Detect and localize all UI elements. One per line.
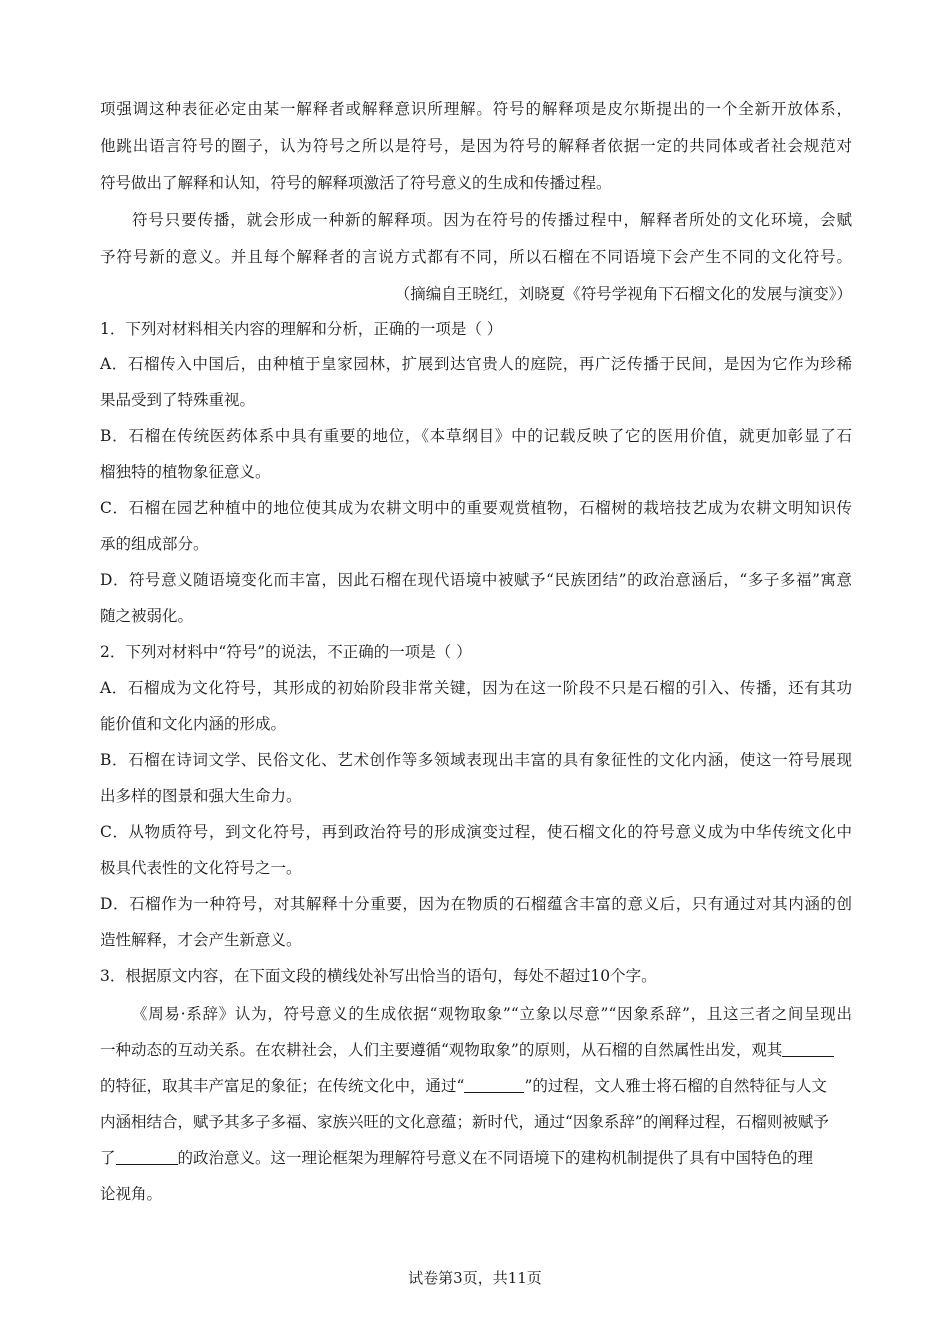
passage-line: 予符号新的意义。并且每个解释者的言说方式都有不同，所以石榴在不同语境下会产生不同的文化符号。: [100, 248, 852, 266]
q3-text-line: [100, 1075, 852, 1097]
passage-line: 他跳出语言符号的圈子，认为符号之所以是符号，是因为符号的解释者依据一定的共同体或者社会规范对: [100, 137, 852, 155]
q2-option-c-cont: 极具代表性的文化符号之一。: [100, 859, 302, 877]
q2-option-b-cont: 出多样的图景和强大生命力。: [100, 787, 302, 805]
q3-text: 了: [100, 1149, 116, 1167]
passage-source: （摘编自王晓红，刘晓夏《符号学视角下石榴文化的发展与演变》）: [394, 285, 852, 303]
q2-option-c: C．从物质符号，到文化符号，再到政治符号的形成演变过程，使石榴文化的符号意义成为中华传统文化中: [100, 823, 852, 841]
q3-text: ”的过程，文人雅士将石榴的自然特征与人文: [524, 1077, 827, 1095]
q3-text-line: 《周易·系辞》认为，符号意义的生成依据“观物取象”“立象以尽意”“因象系辞”，且这三者之间呈现出: [132, 1005, 852, 1023]
question-3-stem: 3．根据原文内容，在下面文段的横线处补写出恰当的语句，每处不超过10个字。: [100, 967, 657, 985]
q1-option-a-cont: 果品受到了特殊重视。: [100, 391, 256, 409]
answer-blank-3[interactable]: [116, 1148, 178, 1165]
question-2-stem: 2．下列对材料中“符号”的说法，不正确的一项是（ ）: [100, 643, 472, 661]
q3-text-line: 论视角。: [100, 1185, 163, 1203]
q1-option-b: B．石榴在传统医药体系中具有重要的地位，《本草纲目》中的记载反映了它的医用价值，就更加彰显了石: [100, 427, 852, 445]
q1-option-b-cont: 榴独特的植物象征意义。: [100, 463, 271, 481]
passage-line: 符号只要传播，就会形成一种新的解释项。因为在符号的传播过程中，解释者所处的文化环境，会赋: [132, 211, 852, 229]
q3-text-line: [100, 1147, 852, 1169]
question-1-stem: 1．下列对材料相关内容的理解和分析，正确的一项是（ ）: [100, 320, 503, 338]
q2-option-d: D．石榴作为一种符号，对其解释十分重要，因为在物质的石榴蕴含丰富的意义后，只有通过对其内涵的创: [100, 895, 852, 913]
q2-option-b: B．石榴在诗词文学、民俗文化、艺术创作等多领域表现出丰富的具有象征性的文化内涵，使这一符号展现: [100, 751, 852, 769]
answer-blank-1[interactable]: [782, 1040, 834, 1057]
q2-option-d-cont: 造性解释，才会产生新意义。: [100, 931, 302, 949]
page-footer: 试卷第3页，共11页: [408, 1269, 542, 1287]
q1-option-d-cont: 随之被弱化。: [100, 607, 194, 625]
passage-line: 符号做出了解释和认知，符号的解释项激活了符号意义的生成和传播过程。: [100, 174, 612, 192]
q1-option-d: D．符号意义随语境变化而丰富，因此石榴在现代语境中被赋予“民族团结”的政治意涵后，“多子多福”寓意: [100, 571, 852, 589]
q2-option-a: A．石榴成为文化符号，其形成的初始阶段非常关键，因为在这一阶段不只是石榴的引入、传播，还有其功: [100, 679, 852, 697]
answer-blank-2[interactable]: [464, 1076, 524, 1093]
q1-option-c: C．石榴在园艺种植中的地位使其成为农耕文明中的重要观赏植物，石榴树的栽培技艺成为农耕文明知识传: [100, 499, 852, 517]
passage-line: 项强调这种表征必定由某一解释者或解释意识所理解。符号的解释项是皮尔斯提出的一个全新开放体系，: [100, 100, 852, 118]
q3-text-line: [100, 1039, 852, 1061]
q2-option-a-cont: 能价值和文化内涵的形成。: [100, 715, 287, 733]
q1-option-c-cont: 承的组成部分。: [100, 535, 209, 553]
q1-option-a: A．石榴传入中国后，由种植于皇家园林，扩展到达官贵人的庭院，再广泛传播于民间，是因为它作为珍稀: [100, 355, 852, 373]
q3-text: 的特征，取其丰产富足的象征；在传统文化中，通过“: [100, 1077, 465, 1095]
q3-text: 的政治意义。这一理论框架为理解符号意义在不同语境下的建构机制提供了具有中国特色的理: [177, 1149, 814, 1167]
q3-text: 一种动态的互动关系。在农耕社会，人们主要遵循“观物取象”的原则，从石榴的自然属性出发，观其: [100, 1041, 783, 1059]
q3-text-line: 内涵相结合，赋予其多子多福、家族兴旺的文化意蕴；新时代，通过“因象系辞”的阐释过程，石榴则被赋予: [100, 1113, 829, 1131]
